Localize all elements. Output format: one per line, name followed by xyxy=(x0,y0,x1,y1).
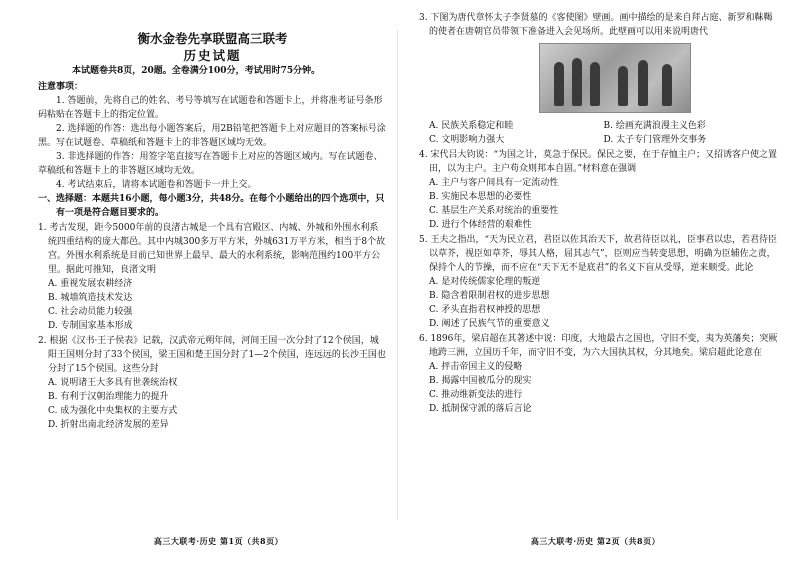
option-b: B. 隐含着限制君权的进步思想 xyxy=(429,291,550,301)
question-stem: 5. 王夫之指出，“天为民立君，君臣以佐其治天下，故君待臣以礼，臣事君以忠，若君待臣以草芥，视臣如草芥，辱其人格，屈其志气”，臣则应当转变思想，明确为臣辅佐之责，保持个人的节操，而不应在“天下无不是底君”的名义下盲从受辱，逆来顺受。此论 xyxy=(419,235,778,273)
option-d: D. 专制国家基本形成 xyxy=(48,321,133,331)
page-footer: 高三大联考·历史 第2页（共8页） xyxy=(530,536,661,546)
option-b: B. 城墙筑造技术发达 xyxy=(48,293,133,303)
question-1 xyxy=(38,221,387,333)
mural-figure xyxy=(554,62,564,106)
option-d: D. 阐述了民族气节的重要意义 xyxy=(429,319,550,329)
option-a: A. 民族关系稳定和睦 xyxy=(429,121,514,131)
question-3 xyxy=(419,11,778,147)
notice-item: 3. 非选择题的作答：用签字笔直接写在答题卡上对应的答题区域内。写在试题卷、草稿纸和答题卡上的非答题区域均无效。 xyxy=(38,152,383,176)
option-b: B. 揭露中国被瓜分的现实 xyxy=(429,376,532,386)
option-c: C. 文明影响力强大 xyxy=(429,135,505,145)
option-c: C. 成为强化中央集权的主要方式 xyxy=(48,406,178,416)
mural-figure xyxy=(662,64,672,106)
question-stem: 1. 考古发现，距今5000年前的良渚古城是一个具有宫殿区、内城、外城和外围水利系统四重结构的庞大都邑。其中内城300多万平方米，外城631万平方米，相当于8个故宫。外围水利系统是目前已知世界上最早、最大的水利系统，影响范围约100平方公里。据此可推知，良渚文明 xyxy=(38,223,386,275)
option-a: A. 抨击帝国主义的侵略 xyxy=(429,362,523,372)
mural-image xyxy=(539,43,691,113)
question-5 xyxy=(419,233,778,331)
option-d: D. 抵制保守派的落后言论 xyxy=(429,404,532,414)
option-a: A. 重视发展农耕经济 xyxy=(48,279,133,289)
question-stem: 6. 1896年，梁启超在其著述中说：印度，大地最古之国也，守旧不变，夷为英藩矣；突厥地跨三洲，立国历千年，而守旧不变，为六大国执其权，分其地矣。梁启超此论意在 xyxy=(419,334,778,358)
option-c: C. 社会动员能力较强 xyxy=(48,307,133,317)
option-a: A. 说明诸王大多具有世袭统治权 xyxy=(48,378,178,388)
exam-subject: 历史试题 xyxy=(183,48,242,63)
notice-item: 2. 选择题的作答：选出每小题答案后，用2B铅笔把答题卡上对应题目的答案标号涂黑。写在试题卷、草稿纸和答题卡上的非答题区域均无效。 xyxy=(38,124,386,148)
notice-item: 4. 考试结束后，请将本试题卷和答题卡一并上交。 xyxy=(56,180,257,190)
option-b: B. 绘画充满浪漫主义色彩 xyxy=(603,121,706,131)
option-b: B. 有利于汉朝治理能力的提升 xyxy=(48,392,169,402)
option-c: C. 基层生产关系对统治的重要性 xyxy=(429,206,559,216)
option-d: D. 太子专门管理外交事务 xyxy=(603,135,707,145)
mural-figure xyxy=(572,58,582,106)
notice-heading: 注意事项： xyxy=(38,82,84,92)
option-a: A. 主户与客户间具有一定流动性 xyxy=(429,178,559,188)
option-c: C. 推动维新变法的进行 xyxy=(429,390,523,400)
question-4 xyxy=(419,148,778,232)
question-6 xyxy=(419,332,778,416)
option-a: A. 是对传统儒家伦理的叛逆 xyxy=(429,277,541,287)
mural-figure xyxy=(638,60,648,106)
exam-meta: 本试题卷共8页，20题。全卷满分100分，考试用时75分钟。 xyxy=(72,66,321,76)
exam-title: 衡水金卷先享联盟高三联考 xyxy=(137,31,288,46)
mural-figure xyxy=(590,62,600,106)
question-stem: 4. 宋代吕大钧说：“为国之计，莫急于保民。保民之要，在于存恤主户；又招诱客户使之置田，以为主户。主户苟众则邦本自固。”材料意在强调 xyxy=(419,150,778,174)
page-2 xyxy=(397,0,794,561)
option-d: D. 进行个体经营的艰难性 xyxy=(429,220,532,230)
mural-figure xyxy=(618,66,628,106)
option-row xyxy=(419,119,778,133)
question-stem: 3. 下图为唐代章怀太子李贤墓的《客使图》壁画。画中描绘的是来自拜占庭、新罗和靺鞨的使者在唐朝官员带领下准备进入会见场所。此壁画可以用来说明唐代 xyxy=(419,13,773,37)
section-heading: 一、选择题：本题共16小题，每小题3分，共48分。在每个小题给出的四个选项中，只有一项是符合题目要求的。 xyxy=(38,194,385,218)
page-footer: 高三大联考·历史 第1页（共8页） xyxy=(153,536,284,546)
option-row xyxy=(419,133,778,147)
option-d: D. 折射出南北经济发展的差异 xyxy=(48,420,169,430)
question-stem: 2. 根据《汉书·王子侯表》记载，汉武帝元朔年间，河间王国一次分封了12个侯国，城阳王国则分封了33个侯国，梁王国和楚王国分封了1—2个侯国，连远远的长沙王国也分封了15个侯国。这些分封 xyxy=(38,336,386,374)
option-c: C. 矛头直指君权神授的思想 xyxy=(429,305,541,315)
option-b: B. 实施民本思想的必要性 xyxy=(429,192,532,202)
question-2 xyxy=(38,334,387,432)
notice-item: 1. 答题前，先将自己的姓名、考号等填写在试题卷和答题卡上，并将准考证号条形码粘贴在答题卡上的指定位置。 xyxy=(38,96,383,120)
